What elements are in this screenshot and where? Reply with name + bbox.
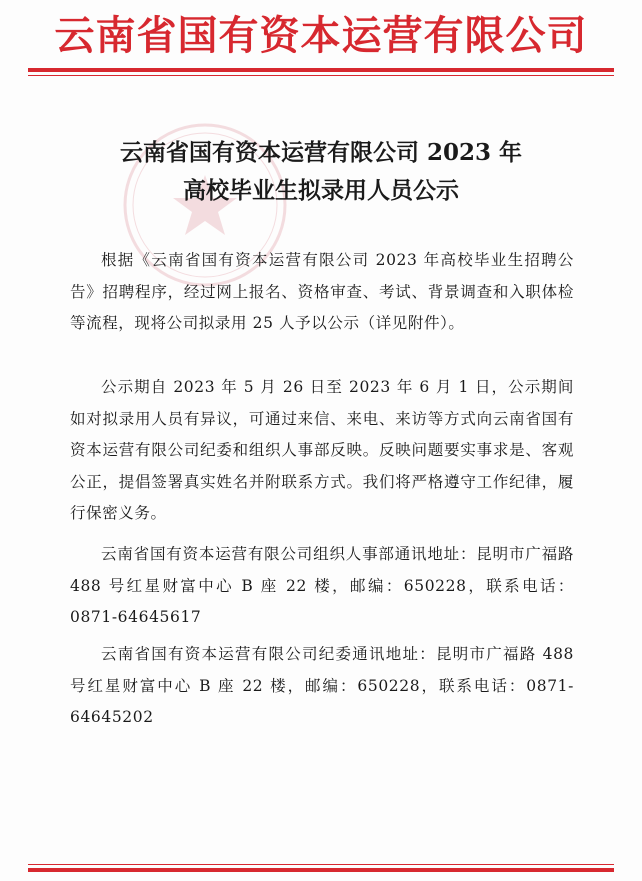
body-paragraph-intro: 根据《云南省国有资本运营有限公司 2023 年高校毕业生招聘公告》招聘程序，经过网上报名、资格审查、考试、背景调查和入职体检等流程，现将公司拟录用 25 人予以公示（详见附件）。: [70, 251, 574, 332]
body-paragraph-discipline-contact: 云南省国有资本运营有限公司纪委通讯地址：昆明市广福路 488 号红星财富中心 B 座 22 楼，邮编：650228，联系电话：0871-64645202: [70, 645, 574, 726]
letterhead-title: 云南省国有资本运营有限公司: [54, 13, 588, 59]
footer-rule-thin: [28, 864, 614, 865]
body-paragraph-hr-contact: 云南省国有资本运营有限公司组织人事部通讯地址：昆明市广福路 488 号红星财富中心 B 座 22 楼，邮编：650228，联系电话：0871-64645617: [70, 545, 574, 626]
notice-title-line-2: 高校毕业生拟录用人员公示: [183, 177, 459, 204]
letterhead-rule-thick: [28, 68, 614, 72]
body-paragraph-period: 公示期自 2023 年 5 月 26 日至 2023 年 6 月 1 日，公示期间如对拟录用人员有异议，可通过来信、来电、来访等方式向云南省国有资本运营有限公司纪委和组织人事部反映。反映问题要实事求是、客观公正，提倡签署真实姓名并附联系方式。我们将严格遵守工作纪律，履行保密义务。: [70, 378, 574, 522]
notice-title-line-1: 云南省国有资本运营有限公司 2023 年: [119, 139, 523, 166]
letterhead-rule-thin: [28, 75, 614, 76]
footer-rule-thick: [28, 868, 614, 872]
